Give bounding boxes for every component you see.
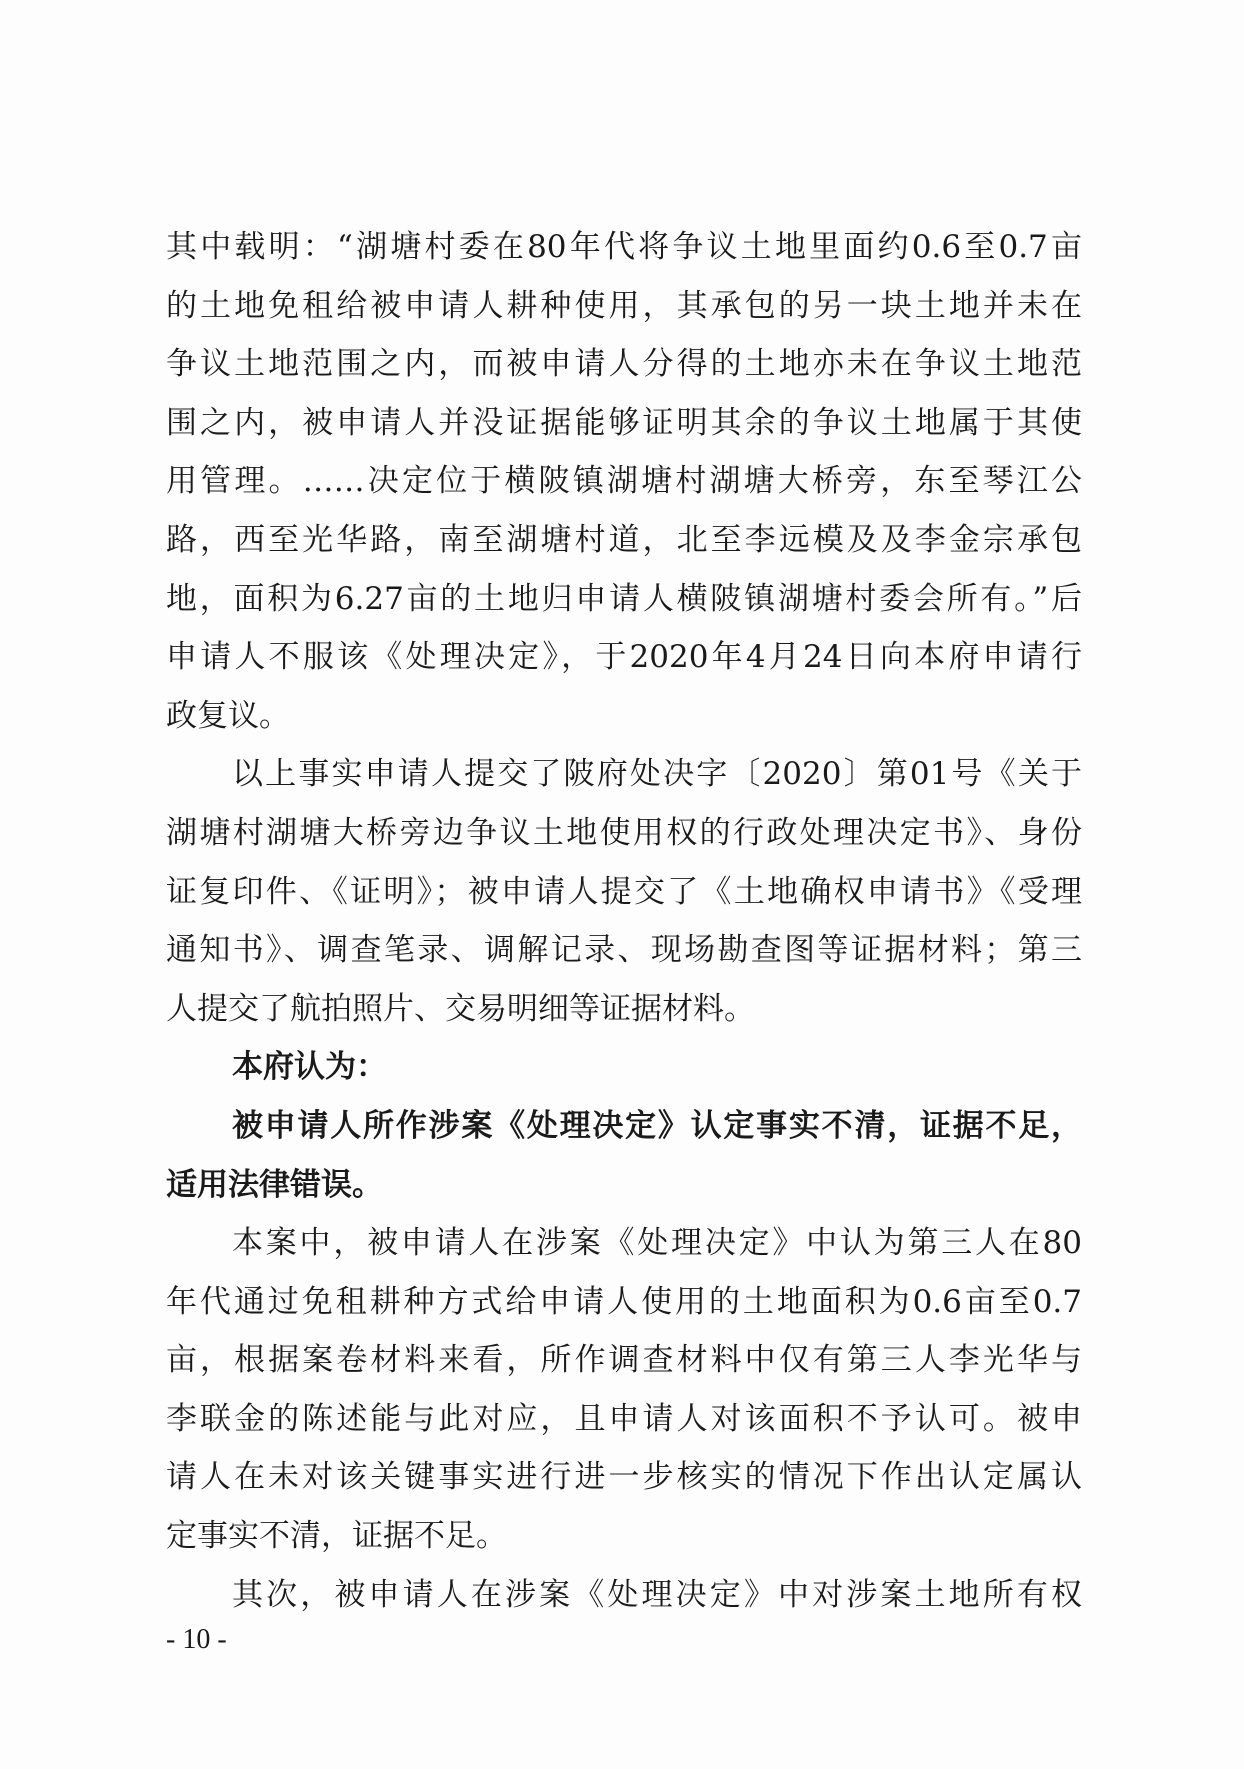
body-line-19: 年代通过免租耕种方式给申请人使用的土地面积为0.6亩至0.7	[166, 1283, 1082, 1320]
body-line-3: 争议土地范围之内，而被申请人分得的土地亦未在争议土地范	[166, 346, 1082, 383]
body-line-11: 湖塘村湖塘大桥旁边争议土地使用权的行政处理决定书》、身份	[166, 814, 1082, 851]
body-line-16: 被申请人所作涉案《处理决定》认定事实不清，证据不足，	[232, 1107, 1082, 1144]
body-line-13: 通知书》、调查笔录、调解记录、现场勘查图等证据材料；第三	[166, 932, 1082, 969]
body-line-10: 以上事实申请人提交了陂府处决字〔2020〕第01号《关于	[232, 756, 1082, 793]
body-line-24: 其次，被申请人在涉案《处理决定》中对涉案土地所有权	[232, 1576, 1082, 1613]
body-line-17: 适用法律错误。	[166, 1166, 383, 1203]
body-line-7: 地，面积为6.27亩的土地归申请人横陂镇湖塘村委会所有。”后	[166, 580, 1082, 617]
body-line-12: 证复印件、《证明》；被申请人提交了《土地确权申请书》《受理	[166, 873, 1082, 910]
body-line-22: 请人在未对该关键事实进行进一步核实的情况下作出认定属认	[166, 1459, 1082, 1496]
body-line-1: 其中载明：“湖塘村委在80年代将争议土地里面约0.6至0.7亩	[166, 229, 1082, 265]
body-line-8: 申请人不服该《处理决定》，于2020年4月24日向本府申请行	[166, 639, 1082, 676]
body-line-6: 路，西至光华路，南至湖塘村道，北至李远模及及李金宗承包	[166, 521, 1082, 558]
document-body	[166, 218, 1082, 1624]
section-heading: 本府认为：	[232, 1049, 387, 1086]
page-number: - 10 -	[166, 1624, 227, 1655]
body-line-4: 围之内，被申请人并没证据能够证明其余的争议土地属于其使	[166, 404, 1082, 441]
body-line-2: 的土地免租给被申请人耕种使用，其承包的另一块土地并未在	[166, 287, 1082, 324]
body-line-18: 本案中，被申请人在涉案《处理决定》中认为第三人在80	[232, 1225, 1082, 1262]
body-line-9: 政复议。	[166, 697, 290, 734]
body-line-21: 李联金的陈述能与此对应，且申请人对该面积不予认可。被申	[166, 1400, 1082, 1437]
body-line-23: 定事实不清，证据不足。	[166, 1518, 507, 1555]
body-line-14: 人提交了航拍照片、交易明细等证据材料。	[166, 990, 755, 1027]
body-line-5: 用管理。……决定位于横陂镇湖塘村湖塘大桥旁，东至琴江公	[166, 463, 1082, 500]
body-line-20: 亩，根据案卷材料来看，所作调查材料中仅有第三人李光华与	[166, 1342, 1082, 1379]
